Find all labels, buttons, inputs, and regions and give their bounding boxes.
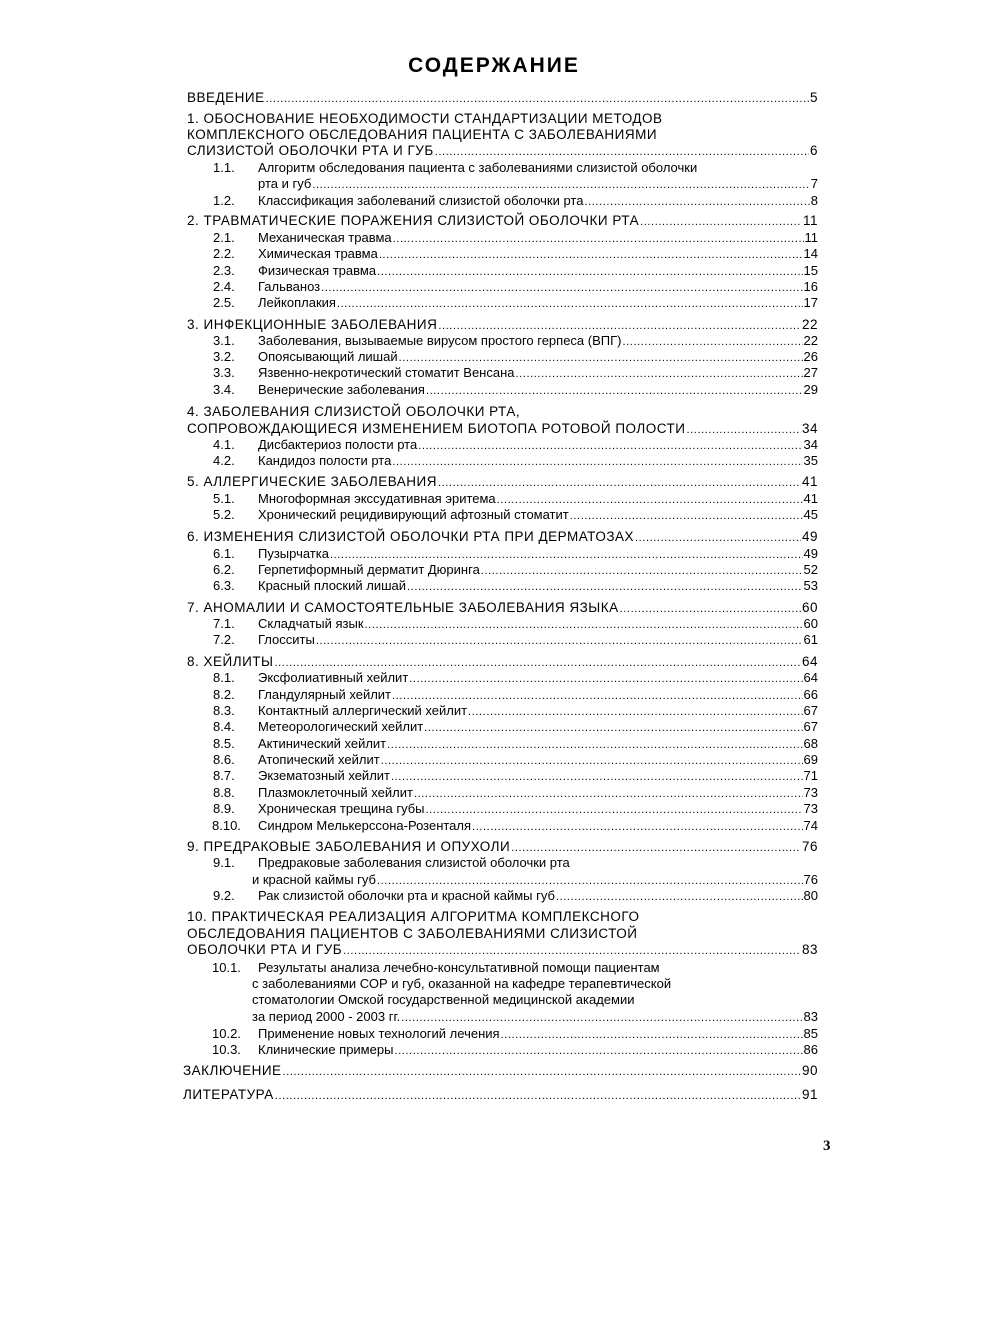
toc-page-number: 11: [804, 230, 818, 245]
toc-page-number: 73: [803, 785, 818, 800]
dot-leader: [414, 786, 803, 802]
toc-entry-number: 8.7.: [213, 768, 235, 783]
toc-entry-title: Актинический хейлит: [258, 736, 387, 751]
toc-page-number: 6: [809, 143, 818, 158]
toc-entry-title: Плазмоклеточный хейлит: [258, 785, 413, 800]
toc-page-number: 66: [803, 687, 818, 702]
toc-entry-title: 7. АНОМАЛИИ И САМОСТОЯТЕЛЬНЫЕ ЗАБОЛЕВАНИЯ ЯЗЫКА: [187, 600, 619, 615]
toc-entry[interactable]: [258, 546, 818, 562]
toc-entry[interactable]: [258, 491, 818, 507]
toc-page-number: 83: [801, 942, 818, 957]
toc-entry-title: Метеорологический хейлит: [258, 719, 424, 734]
toc-entry[interactable]: [258, 507, 818, 523]
toc-entry[interactable]: [187, 926, 637, 942]
toc-entry-number: 5.2.: [213, 507, 235, 522]
dot-leader: [438, 318, 801, 334]
toc-entry-title: Глосситы: [258, 632, 315, 647]
toc-entry[interactable]: [183, 1087, 818, 1103]
toc-entry-title: Кандидоз полости рта: [258, 453, 392, 468]
toc-entry-title: Дисбактериоз полости рта: [258, 437, 418, 452]
dot-leader: [275, 1088, 801, 1104]
dot-leader: [424, 720, 802, 736]
toc-entry-number: 3.4.: [213, 382, 235, 397]
toc-entry[interactable]: [252, 872, 818, 888]
dot-leader: [407, 579, 803, 595]
toc-entry[interactable]: [187, 529, 818, 545]
toc-page-number: 49: [801, 529, 818, 544]
toc-entry-title: и красной каймы губ: [252, 872, 376, 887]
toc-page-number: 52: [803, 562, 818, 577]
dot-leader: [635, 530, 801, 546]
toc-entry-title: КОМПЛЕКСНОГО ОБСЛЕДОВАНИЯ ПАЦИЕНТА С ЗАБОЛЕВАНИЯМИ: [187, 127, 658, 142]
toc-entry[interactable]: [258, 230, 818, 246]
toc-entry[interactable]: [258, 246, 818, 262]
toc-page-number: 22: [803, 333, 818, 348]
toc-entry-title: Физическая травма: [258, 263, 377, 278]
toc-entry-title: Гландулярный хейлит: [258, 687, 392, 702]
toc-page-number: 29: [803, 382, 818, 397]
toc-entry[interactable]: [187, 404, 520, 420]
toc-entry[interactable]: [258, 193, 818, 209]
toc-entry-title: Применение новых технологий лечения: [258, 1026, 500, 1041]
toc-entry-number: 5.1.: [213, 491, 235, 506]
toc-entry-number: 10.2.: [212, 1026, 241, 1041]
toc-entry-title: Клинические примеры: [258, 1042, 394, 1057]
toc-page-number: 69: [803, 752, 818, 767]
toc-entry-title: Эксфолиативный хейлит: [258, 670, 409, 685]
toc-entry-number: 3.1.: [213, 333, 235, 348]
toc-entry-title: Венерические заболевания: [258, 382, 425, 397]
toc-entry-title: Результаты анализа лечебно-консультативной помощи пациентам: [258, 960, 660, 975]
toc-entry-number: 1.2.: [213, 193, 235, 208]
toc-entry-title: Рак слизистой оболочки рта и красной каймы губ: [258, 888, 555, 903]
toc-page-number: 45: [803, 507, 818, 522]
dot-leader: [501, 1027, 803, 1043]
toc-entry-number: 9.2.: [213, 888, 235, 903]
toc-page-number: 34: [803, 437, 818, 452]
dot-leader: [623, 334, 803, 350]
dot-leader: [516, 366, 803, 382]
toc-entry[interactable]: [258, 785, 818, 801]
toc-entry-title: за период 2000 - 2003 гг.: [252, 1009, 401, 1024]
toc-entry[interactable]: [258, 752, 818, 768]
dot-leader: [409, 671, 802, 687]
toc-entry-title: Красный плоский лишай: [258, 578, 407, 593]
dot-leader: [438, 475, 801, 491]
toc-page-number: 22: [801, 317, 818, 332]
toc-entry[interactable]: [187, 839, 818, 855]
toc-entry[interactable]: [258, 703, 818, 719]
toc-entry-title: Герпетиформный дерматит Дюринга: [258, 562, 480, 577]
toc-entry-title: Синдром Мелькерссона-Розенталя: [258, 818, 472, 833]
dot-leader: [392, 688, 803, 704]
toc-entry-number: 8.8.: [213, 785, 235, 800]
toc-entry-number: 3.3.: [213, 365, 235, 380]
toc-entry-number: 8.1.: [213, 670, 235, 685]
toc-entry-title: Опоясывающий лишай: [258, 349, 398, 364]
dot-leader: [391, 769, 803, 785]
toc-entry[interactable]: [187, 654, 818, 670]
toc-entry-title: СОПРОВОЖДАЮЩИЕСЯ ИЗМЕНЕНИЕМ БИОТОПА РОТОВОЙ ПОЛОСТИ: [187, 421, 686, 436]
toc-entry-title: 5. АЛЛЕРГИЧЕСКИЕ ЗАБОЛЕВАНИЯ: [187, 474, 437, 489]
dot-leader: [426, 802, 803, 818]
toc-entry-title: ЗАКЛЮЧЕНИЕ: [183, 1063, 282, 1078]
toc-entry[interactable]: [258, 279, 818, 295]
dot-leader: [316, 633, 803, 649]
toc-entry-title: 9. ПРЕДРАКОВЫЕ ЗАБОЛЕВАНИЯ И ОПУХОЛИ: [187, 839, 511, 854]
toc-entry-number: 9.1.: [213, 855, 235, 870]
toc-entry[interactable]: [258, 160, 697, 176]
dot-leader: [584, 194, 809, 210]
dot-leader: [337, 296, 803, 312]
dot-leader: [387, 737, 802, 753]
dot-leader: [570, 508, 803, 524]
toc-entry-title: 10. ПРАКТИЧЕСКАЯ РЕАЛИЗАЦИЯ АЛГОРИТМА КОМПЛЕКСНОГО: [187, 909, 640, 924]
toc-entry-title: ЛИТЕРАТУРА: [183, 1087, 274, 1102]
toc-entry-title: Многоформная экссудативная эритема: [258, 491, 496, 506]
toc-entry[interactable]: [258, 736, 818, 752]
toc-entry[interactable]: [258, 888, 818, 904]
dot-leader: [377, 873, 803, 889]
toc-entry-title: Алгоритм обследования пациента с заболеваниями слизистой оболочки: [258, 160, 698, 175]
dot-leader: [472, 819, 802, 835]
toc-page-number: 11: [802, 213, 818, 228]
toc-page-number: 53: [803, 578, 818, 593]
toc-entry-number: 8.2.: [213, 687, 235, 702]
toc-entry[interactable]: [187, 474, 818, 490]
dot-leader: [274, 655, 800, 671]
toc-entry-title: Заболевания, вызываемые вирусом простого герпеса (ВПГ): [258, 333, 622, 348]
toc-entry[interactable]: [187, 90, 818, 106]
toc-page-number: 67: [803, 719, 818, 734]
toc-entry-title: стоматологии Омской государственной медицинской академии: [252, 992, 635, 1007]
toc-entry-title: Контактный аллергический хейлит: [258, 703, 468, 718]
dot-leader: [511, 840, 801, 856]
toc-page-number: 49: [803, 546, 818, 561]
dot-leader: [312, 177, 809, 193]
toc-entry-number: 10.3.: [212, 1042, 241, 1057]
toc-page-number: 34: [801, 421, 818, 436]
toc-entry-number: 2.2.: [213, 246, 235, 261]
toc-page-number: 61: [803, 632, 818, 647]
toc-entry-number: 8.5.: [213, 736, 235, 751]
dot-leader: [330, 547, 803, 563]
toc-entry-title: Экзематозный хейлит: [258, 768, 390, 783]
dot-leader: [381, 753, 803, 769]
toc-entry-title: Хронический рецидивирующий афтозный стоматит: [258, 507, 569, 522]
page-number: 3: [823, 1138, 831, 1154]
toc-entry[interactable]: [258, 632, 818, 648]
toc-entry-number: 8.4.: [213, 719, 235, 734]
toc-page-number: 76: [803, 872, 818, 887]
toc-entry-number: 8.6.: [213, 752, 235, 767]
toc-entry-number: 4.2.: [213, 453, 235, 468]
toc-entry-title: 2. ТРАВМАТИЧЕСКИЕ ПОРАЖЕНИЯ СЛИЗИСТОЙ ОБОЛОЧКИ РТА: [187, 213, 640, 228]
toc-entry[interactable]: [187, 213, 818, 229]
toc-entry-title: ОБОЛОЧКИ РТА И ГУБ: [187, 942, 343, 957]
toc-page-number: 60: [801, 600, 818, 615]
toc-page-number: 41: [803, 491, 818, 506]
dot-leader: [283, 1064, 801, 1080]
toc-entry-number: 10.1.: [212, 960, 241, 975]
toc-entry-number: 2.4.: [213, 279, 235, 294]
toc-page-number: 16: [803, 279, 818, 294]
toc-entry-number: 3.2.: [213, 349, 235, 364]
toc-page-number: 80: [803, 888, 818, 903]
dot-leader: [687, 422, 801, 438]
toc-entry[interactable]: [258, 1026, 818, 1042]
toc-entry-number: 8.3.: [213, 703, 235, 718]
toc-page-number: 85: [803, 1026, 818, 1041]
dot-leader: [481, 563, 803, 579]
toc-entry[interactable]: [258, 719, 818, 735]
toc-page-number: 91: [801, 1087, 818, 1102]
toc-page-number: 5: [809, 90, 818, 105]
toc-page-number: 83: [803, 1009, 818, 1024]
toc-page-number: 71: [803, 768, 818, 783]
toc-entry-number: 8.10.: [212, 818, 241, 833]
toc-entry-number: 6.3.: [213, 578, 235, 593]
toc-entry[interactable]: [252, 992, 634, 1008]
toc-entry[interactable]: [258, 768, 818, 784]
toc-entry-title: Гальваноз: [258, 279, 321, 294]
toc-entry[interactable]: [252, 976, 671, 992]
dot-leader: [497, 492, 803, 508]
toc-entry[interactable]: [187, 143, 818, 159]
toc-entry-number: 2.3.: [213, 263, 235, 278]
dot-leader: [401, 1010, 802, 1026]
toc-entry-number: 2.5.: [213, 295, 235, 310]
toc-entry[interactable]: [258, 687, 818, 703]
toc-entry-title: 3. ИНФЕКЦИОННЫЕ ЗАБОЛЕВАНИЯ: [187, 317, 438, 332]
toc-entry-title: 4. ЗАБОЛЕВАНИЯ СЛИЗИСТОЙ ОБОЛОЧКИ РТА,: [187, 404, 521, 419]
toc-entry-title: Механическая травма: [258, 230, 392, 245]
toc-page-number: 73: [803, 801, 818, 816]
toc-page-number: 67: [803, 703, 818, 718]
toc-entry-title: СЛИЗИСТОЙ ОБОЛОЧКИ РТА И ГУБ: [187, 143, 434, 158]
toc-entry-title: Пузырчатка: [258, 546, 329, 561]
dot-leader: [418, 438, 802, 454]
toc-entry-title: Предраковые заболевания слизистой оболочки рта: [258, 855, 570, 870]
dot-leader: [640, 214, 802, 230]
toc-page-number: 41: [801, 474, 818, 489]
toc-page-number: 86: [803, 1042, 818, 1057]
toc-entry[interactable]: [187, 421, 818, 437]
toc-page-number: 68: [803, 736, 818, 751]
toc-page-number: 7: [810, 176, 818, 191]
dot-leader: [321, 280, 802, 296]
toc-page-number: 17: [803, 295, 818, 310]
toc-entry-title: с заболеваниями СОР и губ, оказанной на кафедре терапевтической: [252, 976, 672, 991]
toc-entry[interactable]: [258, 960, 660, 976]
toc-page-number: 27: [803, 365, 818, 380]
toc-entry[interactable]: [258, 562, 818, 578]
toc-entry[interactable]: [187, 600, 818, 616]
toc-entry-title: рта и губ: [258, 176, 312, 191]
dot-leader: [266, 91, 809, 107]
toc-page-number: 64: [801, 654, 818, 669]
toc-entry[interactable]: [258, 670, 818, 686]
toc-page-number: 60: [803, 616, 818, 631]
toc-entry[interactable]: [258, 437, 818, 453]
dot-leader: [377, 264, 802, 280]
toc-entry-title: Атопический хейлит: [258, 752, 380, 767]
toc-entry[interactable]: [258, 295, 818, 311]
toc-page-number: 90: [801, 1063, 818, 1078]
toc-page-number: 64: [803, 670, 818, 685]
toc-entry[interactable]: [258, 365, 818, 381]
toc-entry[interactable]: [258, 333, 818, 349]
toc-page-number: 8: [810, 193, 818, 208]
toc-entry-number: 7.1.: [213, 616, 235, 631]
toc-entry[interactable]: [187, 909, 639, 925]
toc-entry-number: 1.1.: [213, 160, 235, 175]
toc-entry[interactable]: [258, 349, 818, 365]
toc-page-number: 35: [803, 453, 818, 468]
toc-entry-number: 2.1.: [213, 230, 235, 245]
toc-entry-title: Складчатый язык: [258, 616, 364, 631]
toc-entry[interactable]: [258, 578, 818, 594]
toc-entry-number: 7.2.: [213, 632, 235, 647]
dot-leader: [379, 247, 803, 263]
toc-entry[interactable]: [187, 127, 657, 143]
toc-entry[interactable]: [258, 1042, 818, 1058]
toc-entry-number: 6.1.: [213, 546, 235, 561]
dot-leader: [556, 889, 803, 905]
toc-entry-number: 6.2.: [213, 562, 235, 577]
toc-page-number: 76: [801, 839, 818, 854]
dot-leader: [392, 454, 802, 470]
toc-entry[interactable]: [187, 317, 818, 333]
toc-entry[interactable]: [258, 818, 818, 834]
dot-leader: [620, 601, 801, 617]
toc-entry[interactable]: [258, 382, 818, 398]
toc-entry[interactable]: [258, 801, 818, 817]
dot-leader: [393, 231, 804, 247]
toc-entry-number: 4.1.: [213, 437, 235, 452]
toc-page-number: 14: [803, 246, 818, 261]
toc-entry-title: 6. ИЗМЕНЕНИЯ СЛИЗИСТОЙ ОБОЛОЧКИ РТА ПРИ ДЕРМАТОЗАХ: [187, 529, 634, 544]
dot-leader: [399, 350, 803, 366]
toc-entry-title: 1. ОБОСНОВАНИЕ НЕОБХОДИМОСТИ СТАНДАРТИЗАЦИИ МЕТОДОВ: [187, 111, 663, 126]
toc-entry-title: Язвенно-некротический стоматит Венсана: [258, 365, 515, 380]
toc-page-number: 74: [803, 818, 818, 833]
toc-entry[interactable]: [187, 111, 663, 127]
toc-entry[interactable]: [258, 616, 818, 632]
toc-entry[interactable]: [258, 855, 570, 871]
toc-entry-title: Классификация заболеваний слизистой оболочки рта: [258, 193, 584, 208]
dot-leader: [426, 383, 803, 399]
toc-page-number: 15: [803, 263, 818, 278]
toc-entry[interactable]: [258, 263, 818, 279]
toc-entry[interactable]: [258, 453, 818, 469]
toc-entry[interactable]: [252, 1009, 818, 1025]
toc-page-number: 26: [803, 349, 818, 364]
toc-entry-title: 8. ХЕЙЛИТЫ: [187, 654, 274, 669]
page-title: СОДЕРЖАНИЕ: [408, 54, 580, 77]
toc-entry-title: Химическая травма: [258, 246, 378, 261]
toc-entry-title: ОБСЛЕДОВАНИЯ ПАЦИЕНТОВ С ЗАБОЛЕВАНИЯМИ СЛИЗИСТОЙ: [187, 926, 638, 941]
toc-entry-number: 8.9.: [213, 801, 235, 816]
dot-leader: [365, 617, 803, 633]
dot-leader: [394, 1043, 802, 1059]
toc-entry[interactable]: [187, 942, 818, 958]
toc-entry-title: Хроническая трещина губы: [258, 801, 425, 816]
toc-entry-title: Лейкоплакия: [258, 295, 336, 310]
toc-entry[interactable]: [183, 1063, 818, 1079]
dot-leader: [435, 144, 809, 160]
toc-entry[interactable]: [258, 176, 818, 192]
toc-entry-title: ВВЕДЕНИЕ: [187, 90, 265, 105]
dot-leader: [468, 704, 802, 720]
dot-leader: [343, 943, 801, 959]
